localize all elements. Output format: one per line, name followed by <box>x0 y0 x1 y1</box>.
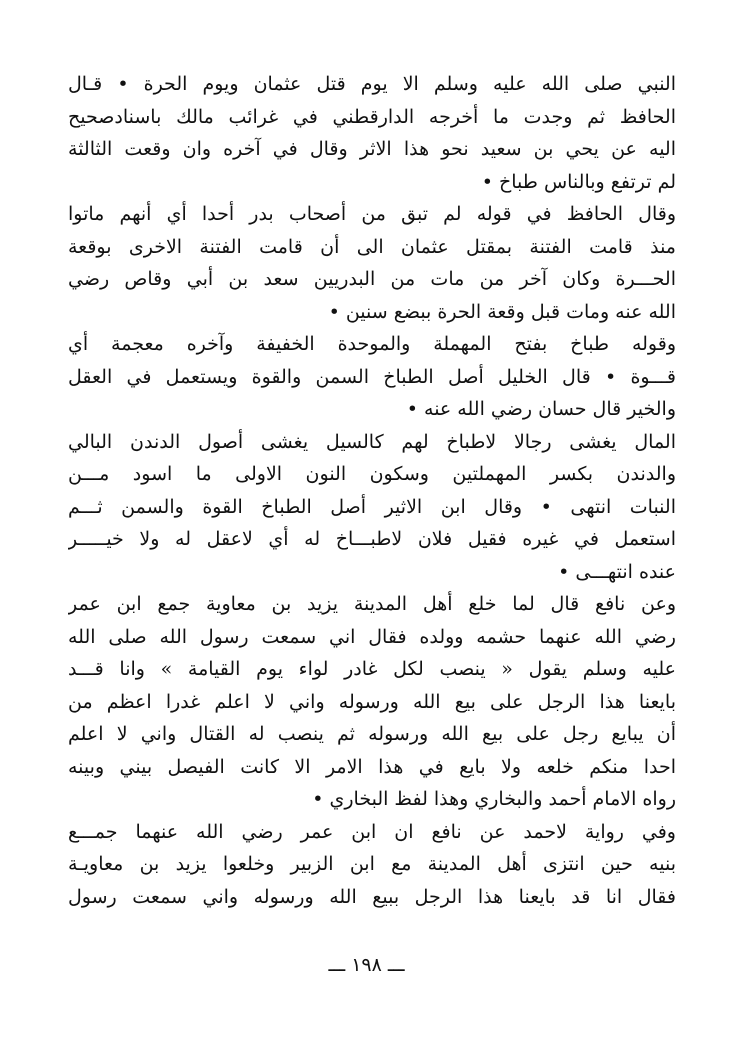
text-line: النبي صلى الله عليه وسلم الا يوم قتل عثمان ويوم الحرة • قـال <box>68 73 676 95</box>
text-line: أن يبايع رجل على بيع الله ورسوله ثم ينصب له القتال واني لا اعلم <box>68 723 676 745</box>
text-line: بايعنا هذا الرجل على بيع الله ورسوله واني لا اعلم غدرا اعظم من <box>68 690 676 713</box>
text-line: عليه وسلم يقول « ينصب لكل غادر لواء يوم القيامة » وانا قـــد <box>68 658 676 680</box>
text-line: منذ قامت الفتنة بمقتل عثمان الى أن قامت الفتنة الاخرى بوقعة <box>68 235 676 258</box>
text-line: وفي رواية لاحمد عن نافع ان ابن عمر رضي الله عنهما جمـــع <box>68 820 676 843</box>
text-line: الحـــرة وكان آخر من مات من البدريين سعد بن أبي وقاص رضي <box>68 268 676 290</box>
text-line: وعن نافع قال لما خلع أهل المدينة يزيد بن معاوية جمع ابن عمر <box>68 593 676 615</box>
text-line: استعمل في غيره فقيل فلان لاطبـــاخ له أي لاعقل له ولا خيـــــر <box>68 528 676 550</box>
text-line: وقال الحافظ في قوله لم تبق من أصحاب بدر أحدا أي أنهم ماتوا <box>68 203 676 225</box>
text-line: قـــوة • قال الخليل أصل الطباخ السمن والقوة ويستعمل في العقل <box>68 365 676 388</box>
page-number: ـــ ١٩٨ ـــ <box>328 954 405 976</box>
text-line: اليه عن يحي بن سعيد نحو هذا الاثر وقال في آخره وان وقعت الثالثة <box>68 138 676 160</box>
text-line: رضي الله عنهما حشمه وولده فقال اني سمعت رسول الله صلى الله <box>68 625 676 648</box>
text-line: بنيه حين انتزى أهل المدينة مع ابن الزبير وخلعوا يزيد بن معاويـة <box>68 853 676 875</box>
text-line: لم ترتفع وبالناس طباخ • <box>481 170 676 193</box>
text-line: الله عنه ومات قبل وقعة الحرة ببضع سنين • <box>328 300 676 323</box>
text-line: والخير قال حسان رضي الله عنه • <box>406 398 676 420</box>
text-line: والدندن بكسر المهملتين وسكون النون الاولى ما اسود مـــن <box>68 463 676 485</box>
page-body-text <box>68 68 676 913</box>
text-line: رواه الامام أحمد والبخاري وهذا لفظ البخاري • <box>312 788 676 810</box>
text-line: فقال انا قد بايعنا هذا الرجل ببيع الله ورسوله واني سمعت رسول <box>68 885 676 908</box>
text-line: الحافظ ثم وجدت ما أخرجه الدارقطني في غرائب مالك باسنادصحيح <box>68 105 676 128</box>
poem-verse-line: المال يغشى رجالا لاطباخ لهم كالسيل يغشى أصول الدندن البالي <box>68 430 676 453</box>
text-line: وقوله طباخ بفتح المهملة والموحدة الخفيفة وآخره معجمة أي <box>68 333 676 355</box>
text-line: النبات انتهى • وقال ابن الاثير أصل الطباخ القوة والسمن ثـــم <box>68 495 676 518</box>
text-line: عنده انتهـــى • <box>558 560 676 583</box>
text-line: احدا منكم خلعه ولا بايع في هذا الامر الا كانت الفيصل بيني وبينه <box>68 755 676 778</box>
